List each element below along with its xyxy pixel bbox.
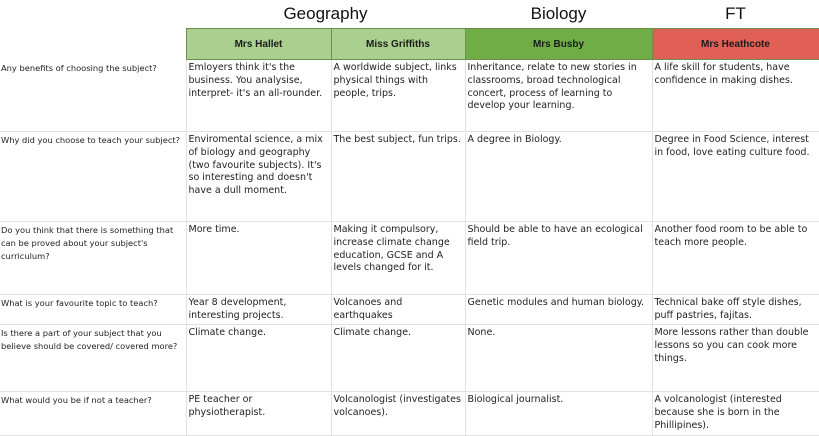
table-row	[0, 60, 819, 132]
answer-cell: Should be able to have an ecological field trip.	[465, 222, 652, 295]
answer-cell: Degree in Food Science, interest in food, love eating culture food.	[652, 132, 819, 222]
answer-cell: Volcanologist (investigates volcanoes).	[331, 392, 465, 436]
table-row	[0, 295, 819, 325]
answer-cell: Inheritance, relate to new stories in classrooms, broad technological concert, process of learning to develop your learning.	[465, 60, 652, 132]
answer-cell: Biological journalist.	[465, 392, 652, 436]
question-cell: What is your favourite topic to teach?	[0, 295, 186, 325]
question-cell: Do you think that there is something that can be proved about your subject's curriculum?	[0, 222, 186, 295]
answer-cell: Enviromental science, a mix of biology and geography (two favourite subjects). It's so interesting and doesn't have a dull moment.	[186, 132, 331, 222]
question-cell: Any benefits of choosing the subject?	[0, 60, 186, 132]
answer-cell: The best subject, fun trips.	[331, 132, 465, 222]
answer-cell: A degree in Biology.	[465, 132, 652, 222]
answer-cell: Another food room to be able to teach more people.	[652, 222, 819, 295]
answer-cell: A life skill for students, have confidence in making dishes.	[652, 60, 819, 132]
answer-cell: More lessons rather than double lessons so you can cook more things.	[652, 325, 819, 392]
answer-cell: None.	[465, 325, 652, 392]
survey-table	[0, 28, 819, 436]
corner-cell	[0, 29, 186, 60]
table-row	[0, 222, 819, 295]
answer-cell: Genetic modules and human biology.	[465, 295, 652, 325]
table-row	[0, 392, 819, 436]
teacher-header-row	[0, 29, 819, 60]
answer-cell: More time.	[186, 222, 331, 295]
teacher-header-griffiths: Miss Griffiths	[331, 29, 465, 60]
question-cell: Why did you choose to teach your subject?	[0, 132, 186, 222]
subject-biology: Biology	[530, 4, 587, 23]
answer-cell: Making it compulsory, increase climate change education, GCSE and A levels changed for it.	[331, 222, 465, 295]
answer-cell: Climate change.	[331, 325, 465, 392]
answer-cell: Climate change.	[186, 325, 331, 392]
subject-ft: FT	[725, 4, 746, 23]
answer-cell: Emloyers think it's the business. You analysise, interpret- it's an all-rounder.	[186, 60, 331, 132]
teacher-header-heathcote: Mrs Heathcote	[652, 29, 819, 60]
table-row	[0, 132, 819, 222]
subject-geography: Geography	[283, 4, 368, 23]
answer-cell: Technical bake off style dishes, puff pastries, fajitas.	[652, 295, 819, 325]
answer-cell: A volcanologist (interested because she is born in the Phillipines).	[652, 392, 819, 436]
question-cell: Is there a part of your subject that you believe should be covered/ covered more?	[0, 325, 186, 392]
teacher-header-hallet: Mrs Hallet	[186, 29, 331, 60]
answer-cell: Year 8 development, interesting projects.	[186, 295, 331, 325]
answer-cell: PE teacher or physiotherapist.	[186, 392, 331, 436]
subject-header-row	[0, 0, 819, 28]
answer-cell: A worldwide subject, links physical things with people, trips.	[331, 60, 465, 132]
table-row	[0, 325, 819, 392]
question-cell: What would you be if not a teacher?	[0, 392, 186, 436]
answer-cell: Volcanoes and earthquakes	[331, 295, 465, 325]
teacher-header-busby: Mrs Busby	[465, 29, 652, 60]
